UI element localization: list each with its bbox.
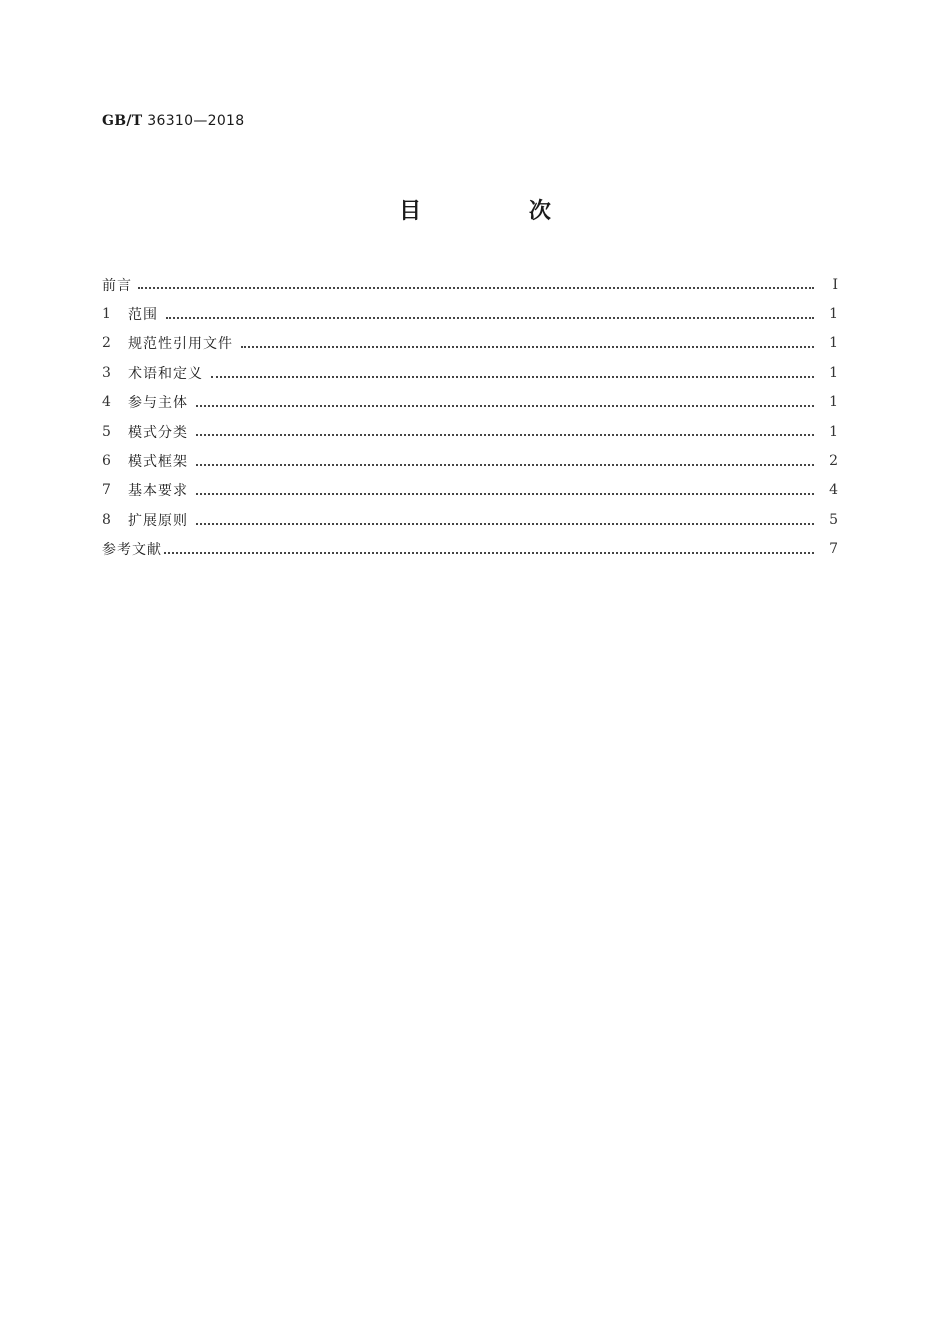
toc-entry-label: 规范性引用文件 [128,336,233,353]
toc-entry-label: 术语和定义 [128,365,203,382]
standard-code [102,113,244,129]
toc-entry-mode-classification[interactable] [102,417,838,446]
toc-entry-page: Ⅰ [832,276,838,293]
table-of-contents [102,270,838,564]
toc-entry-label: 模式分类 [128,424,188,441]
toc-entry-basic-requirements[interactable] [102,476,838,505]
toc-entry-number: 7 [102,482,111,499]
toc-leader-dots [241,332,814,348]
toc-title: 目 次 [399,199,601,224]
toc-entry-page: 1 [829,364,838,381]
standard-number: 36310—2018 [147,113,245,129]
toc-entry-mode-framework[interactable] [102,446,838,475]
toc-entry-number: 2 [102,335,111,352]
toc-entry-label: 参考文献 [102,542,162,559]
toc-entry-extension-principles[interactable] [102,505,838,534]
standard-prefix: GB/T [102,113,143,129]
toc-entry-normative-references[interactable] [102,329,838,358]
toc-leader-dots [196,509,814,525]
toc-entry-number: 3 [102,364,111,381]
toc-entry-label: 前言 [102,277,132,294]
toc-entry-bibliography[interactable] [102,535,838,564]
toc-entry-scope[interactable] [102,299,838,328]
toc-entry-page: 1 [829,335,838,352]
toc-entry-number: 6 [102,453,111,470]
toc-entry-number: 4 [102,394,111,411]
toc-leader-dots [196,479,814,495]
toc-entry-label: 参与主体 [128,395,188,412]
toc-entry-number: 1 [102,306,111,323]
toc-leader-dots [164,538,814,554]
toc-entry-label: 范围 [128,307,158,324]
toc-entry-page: 1 [829,394,838,411]
toc-entry-number: 8 [102,511,111,528]
toc-leader-dots [138,273,814,289]
toc-entry-label: 扩展原则 [128,512,188,529]
toc-entry-foreword[interactable] [102,270,838,299]
toc-entry-page: 1 [829,306,838,323]
toc-leader-dots [196,391,814,407]
toc-entry-page: 4 [829,482,838,499]
toc-entry-label: 基本要求 [128,483,188,500]
toc-entry-number: 5 [102,423,111,440]
toc-entry-terms-definitions[interactable] [102,358,838,387]
toc-leader-dots [166,303,814,319]
toc-leader-dots [196,420,814,436]
toc-entry-page: 5 [829,511,838,528]
toc-leader-dots [211,362,814,378]
toc-entry-participants[interactable] [102,388,838,417]
toc-entry-label: 模式框架 [128,454,188,471]
toc-leader-dots [196,450,814,466]
toc-entry-page: 2 [829,453,838,470]
toc-entry-page: 7 [829,541,838,558]
toc-entry-page: 1 [829,423,838,440]
